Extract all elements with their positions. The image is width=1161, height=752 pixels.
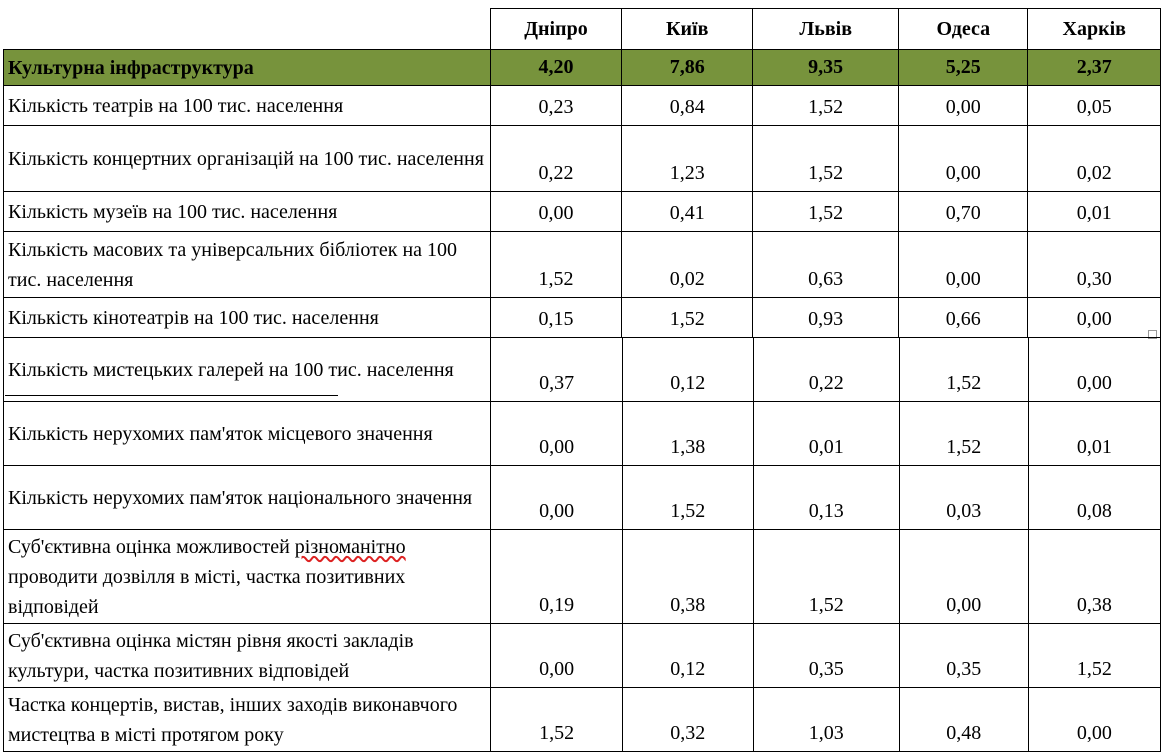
cell-value: 0,48: [899, 688, 1028, 752]
cell-value: 1,52: [753, 126, 899, 192]
section-value: 2,37: [1028, 50, 1161, 86]
cell-value: 1,52: [899, 402, 1028, 466]
section-value: 7,86: [622, 50, 753, 86]
cell-value: 1,52: [753, 86, 899, 126]
cell-value: 1,52: [753, 530, 899, 624]
table-row: [4, 192, 1161, 232]
cell-value: 0,01: [1028, 192, 1161, 232]
row-label: Кількість масових та універсальних бібліотек на 100 тис. населення: [4, 232, 491, 298]
table-row: [4, 86, 1161, 126]
cell-value: 0,00: [899, 126, 1028, 192]
table-row: [4, 402, 1161, 466]
corner-cell: [4, 9, 491, 50]
section-row: [4, 50, 1161, 86]
cell-value: 0,00: [899, 86, 1028, 126]
cell-value: 0,00: [899, 232, 1028, 298]
cell-value: 0,41: [622, 192, 753, 232]
cell-value: 0,05: [1028, 86, 1161, 126]
row-label: Суб'єктивна оцінка містян рівня якості закладів культури, частка позитивних відповідей: [4, 624, 491, 688]
table-row: [4, 298, 1161, 338]
table-row: [4, 338, 1161, 402]
column-header-lviv: Львів: [753, 9, 899, 50]
cell-value: 0,03: [899, 466, 1028, 530]
row-label-end: проводити дозвілля в місті, частка позитивних відповідей: [8, 565, 406, 618]
cell-value: 1,52: [753, 192, 899, 232]
table-row: [4, 624, 1161, 688]
row-label: [4, 530, 491, 624]
cell-value: 0,84: [622, 86, 753, 126]
cell-value: 0,22: [753, 338, 899, 402]
cell-value: 0,08: [1028, 466, 1160, 530]
cell-value: 1,52: [1028, 624, 1160, 688]
cell-value: 1,52: [622, 298, 753, 338]
cell-value: 0,38: [1028, 530, 1160, 624]
cell-value: 0,93: [753, 298, 899, 338]
row-label: Кількість нерухомих пам'яток національного значення: [4, 466, 491, 530]
cell-value: 0,13: [753, 466, 899, 530]
cell-value: 0,00: [491, 402, 622, 466]
cell-value: 0,70: [899, 192, 1028, 232]
table-row: [4, 466, 1161, 530]
cell-value: 1,52: [491, 688, 622, 752]
cell-value: 0,00: [491, 466, 622, 530]
column-header-kyiv: Київ: [622, 9, 753, 50]
cell-value: 0,37: [491, 338, 622, 402]
cell-value: 1,52: [490, 232, 622, 298]
row-label: Кількість концертних організацій на 100 тис. населення: [4, 126, 491, 192]
row-label: Кількість мистецьких галерей на 100 тис. населення: [4, 338, 491, 402]
row-label: Кількість театрів на 100 тис. населення: [4, 86, 491, 126]
cell-value: 0,32: [622, 688, 753, 752]
cell-value: 0,12: [622, 624, 753, 688]
cell-value: 0,63: [753, 232, 899, 298]
cell-value: 0,66: [899, 298, 1028, 338]
table-row: [4, 126, 1161, 192]
cell-value: 0,00: [1028, 338, 1160, 402]
cell-value: 0,00: [490, 192, 622, 232]
cell-value: 1,23: [622, 126, 753, 192]
cell-value: 0,19: [491, 530, 622, 624]
cell-value: 0,02: [622, 232, 753, 298]
cell-value: 0,30: [1028, 232, 1161, 298]
row-label: Частка концертів, вистав, інших заходів виконавчого мистецтва в місті протягом року: [4, 688, 491, 752]
section-label: Культурна інфраструктура: [4, 50, 491, 86]
row-label: Кількість кінотеатрів на 100 тис. населення: [4, 298, 491, 338]
cell-value: 0,01: [753, 402, 899, 466]
table-row: [4, 232, 1161, 298]
row-label: Кількість нерухомих пам'яток місцевого значення: [4, 402, 491, 466]
cell-value: 0,01: [1028, 402, 1160, 466]
row-label: Кількість музеїв на 100 тис. населення: [4, 192, 491, 232]
column-header-kharkiv: Харків: [1028, 9, 1161, 50]
cell-value: 1,03: [753, 688, 899, 752]
cell-value: 0,35: [753, 624, 899, 688]
cell-value: 1,52: [899, 338, 1028, 402]
cell-value: 0,00: [899, 530, 1028, 624]
section-value: 4,20: [490, 50, 622, 86]
column-header-dnipro: Дніпро: [490, 9, 622, 50]
cell-value: 0,38: [622, 530, 753, 624]
table-row: [4, 688, 1161, 752]
cell-value: 0,02: [1028, 126, 1161, 192]
section-value: 9,35: [753, 50, 899, 86]
cell-value: 1,52: [622, 466, 753, 530]
cell-value: 0,35: [899, 624, 1028, 688]
header-row: [4, 9, 1161, 50]
column-header-odesa: Одеса: [899, 9, 1028, 50]
stray-border-segment: [5, 395, 338, 396]
cell-value: 0,12: [622, 338, 753, 402]
cell-value: 0,00: [1028, 298, 1161, 338]
section-value: 5,25: [899, 50, 1028, 86]
cell-value: 0,23: [490, 86, 622, 126]
cell-value: 0,00: [1028, 688, 1160, 752]
spellcheck-marked-word: різноманітно: [294, 535, 406, 558]
cell-value: 0,15: [490, 298, 622, 338]
culture-infrastructure-table-bottom: [3, 337, 1161, 752]
cell-value: 0,22: [490, 126, 622, 192]
cell-value: 0,00: [491, 624, 622, 688]
table-row: [4, 530, 1161, 624]
row-label-start: Суб'єктивна оцінка можливостей: [8, 535, 295, 558]
cell-value: 1,38: [622, 402, 753, 466]
culture-infrastructure-table-top: [3, 8, 1161, 338]
